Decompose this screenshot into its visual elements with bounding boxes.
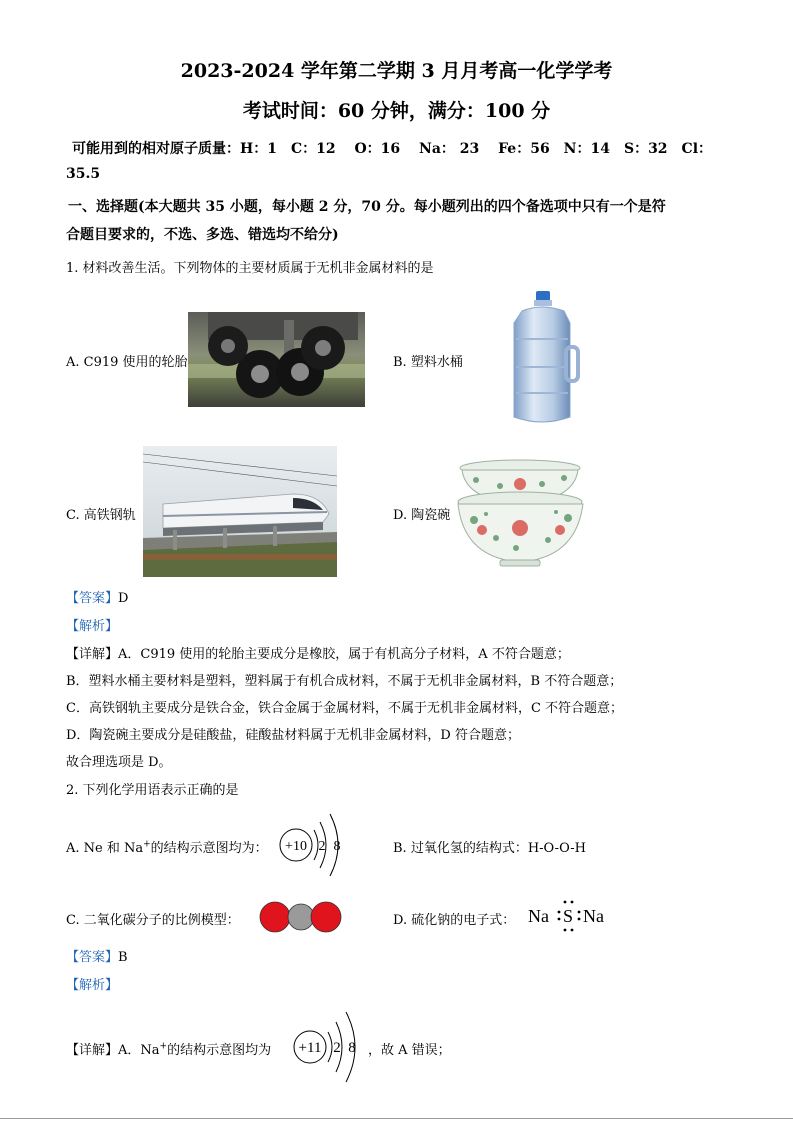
atomic-masses-line2: 35.5 [66, 166, 101, 182]
q1-detail-a: A．C919 使用的轮胎主要成分是橡胶，属于有机高分子材料，A 不符合题意； [118, 647, 570, 662]
q2-detail-tag: 【详解】 [66, 1043, 119, 1058]
q1-detail-b: B．塑料水桶主要材料是塑料，塑料属于有机合成材料，不属于无机非金属材料，B 不符合题意； [66, 674, 623, 689]
q2-detail-atom-diagram [290, 1010, 368, 1084]
q2-a-shell2-label: 8 [333, 839, 341, 854]
q2-answer-line [66, 946, 128, 965]
q2-option-c: C. 二氧化碳分子的比例模型： [66, 913, 240, 928]
page-bottom-rule [0, 1118, 793, 1119]
q1-answer: D [118, 591, 129, 606]
q1-option-b: B. 塑料水桶 [393, 355, 463, 370]
q2-answer-tag: 【答案】 [66, 950, 119, 965]
atomic-masses-line1: 可能用到的相对原子质量：H：1 C：12 O：16 Na： 23 Fe：56 N：14 S：32 Cl： [72, 141, 713, 157]
q2-stem: 2. 下列化学用语表示正确的是 [66, 783, 239, 798]
q1-answer-line [66, 587, 128, 606]
q1-detail-d: D．陶瓷碗主要成分是硅酸盐，硅酸盐材料属于无机非金属材料，D 符合题意； [66, 728, 520, 743]
q1-stem: 1. 材料改善生活。下列物体的主要材质属于无机非金属材料的是 [66, 261, 434, 276]
na2s-center-s: S [563, 906, 574, 926]
q2-option-b: B. 过氧化氢的结构式：H-O-O-H [393, 841, 586, 856]
na2s-right-na: Na [583, 906, 604, 926]
q2-answer: B [118, 950, 128, 965]
section-heading-line1: 一、选择题(本大题共 35 小题，每小题 2 分，70 分。每小题列出的四个备选项中只有一个是符 [68, 199, 666, 215]
q1-detail-tag: 【详解】 [66, 647, 119, 662]
q2-a-shell1-label: 2 [318, 839, 326, 854]
high-speed-rail-photo [143, 446, 337, 577]
ceramic-bowls-photo [456, 458, 585, 568]
exam-title: 2023-2024 学年第二学期 3 月月考高一化学学考 [180, 60, 613, 82]
na2s-left-na: Na [528, 906, 549, 926]
q1-detail-c: C．高铁钢轨主要成分是铁合金，铁合金属于金属材料，不属于无机非金属材料，C 不符合题意； [66, 701, 624, 716]
q1-option-c: C. 高铁钢轨 [66, 508, 136, 523]
q2-a-nucleus-label: +10 [285, 839, 307, 854]
q2-option-d: D. 硫化钠的电子式： [393, 913, 516, 928]
q2-detail-a-line [66, 1039, 271, 1058]
q1-analysis-tag: 【解析】 [66, 619, 119, 634]
q2-option-a-post: 的结构示意图均为： [150, 841, 268, 856]
exam-subtitle: 考试时间：60 分钟，满分：100 分 [242, 100, 551, 122]
q2-detail-nucleus-label: +11 [298, 1040, 322, 1056]
q2-detail-a-sup: + [159, 1041, 168, 1052]
q2-detail-shell2-label: 8 [348, 1040, 356, 1056]
q2-option-a-sup: + [143, 839, 151, 850]
plastic-water-bucket-photo [502, 289, 582, 429]
q1-option-d: D. 陶瓷碗 [393, 508, 451, 523]
q2-detail-a-mid: 的结构示意图均为 [167, 1043, 272, 1058]
q1-answer-tag: 【答案】 [66, 591, 119, 606]
q1-option-a: A. C919 使用的轮胎 [66, 355, 188, 370]
q2-detail-a-post: ，故 A 错误； [368, 1043, 451, 1058]
q2-detail-a-pre: A．Na [118, 1043, 160, 1058]
q2-option-a-atom-diagram [276, 810, 352, 880]
na2s-electron-formula [527, 898, 613, 934]
section-heading-line2: 合题目要求的，不选、多选、错选均不给分) [66, 227, 339, 243]
q2-option-a-pre: A. Ne 和 Na [66, 841, 144, 856]
q2-option-a-text [66, 837, 268, 856]
co2-space-filling-model [258, 901, 344, 933]
landing-gear-tires-photo [188, 312, 365, 407]
q1-detail-a-line [66, 643, 570, 662]
q1-conclusion: 故合理选项是 D。 [66, 755, 172, 770]
q2-detail-shell1-label: 2 [333, 1040, 341, 1056]
q2-analysis-tag: 【解析】 [66, 978, 119, 993]
